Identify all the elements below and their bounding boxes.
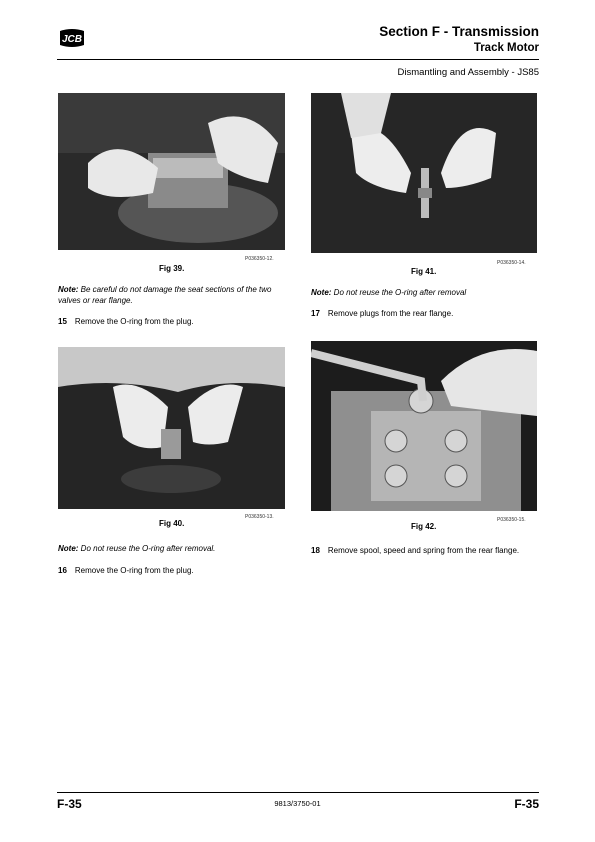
fig40-code: P036350-13.	[245, 514, 274, 520]
note-2-text: Do not reuse the O-ring after removal.	[78, 544, 216, 553]
document-reference: 9813/3750-01	[274, 799, 321, 808]
page-number-right: F-35	[514, 797, 539, 811]
fig40-caption: Fig 40.	[159, 519, 185, 528]
fig39-photo	[58, 93, 285, 250]
section-subtitle: Track Motor	[473, 42, 539, 54]
fig42-photo	[311, 341, 537, 511]
fig41-code: P036350-14.	[497, 260, 526, 266]
step-18	[311, 545, 539, 556]
fig42-code: P036350-15.	[497, 517, 526, 523]
page-number-left: F-35	[57, 797, 82, 811]
step-16	[58, 565, 286, 576]
step-15	[58, 316, 286, 327]
note-3-text: Do not reuse the O-ring after removal	[331, 288, 467, 297]
note-2	[58, 543, 286, 554]
section-title: Section F - Transmission	[379, 24, 539, 39]
step-18-text: Remove spool, speed and spring from the rear flange.	[327, 546, 520, 555]
svg-text:JCB: JCB	[61, 34, 83, 45]
step-17	[311, 308, 539, 319]
note-3-label: Note:	[311, 288, 332, 297]
fig41-caption: Fig 41.	[411, 267, 437, 276]
note-1	[58, 284, 286, 306]
note-2-label: Note:	[58, 544, 79, 553]
footer-rule	[57, 792, 539, 793]
step-16-text: Remove the O-ring from the plug.	[74, 566, 194, 575]
step-17-text: Remove plugs from the rear flange.	[327, 309, 454, 318]
fig39-caption: Fig 39.	[159, 264, 185, 273]
step-15-text: Remove the O-ring from the plug.	[74, 317, 194, 326]
fig39-code: P036350-12.	[245, 256, 274, 262]
fig42-caption: Fig 42.	[411, 522, 437, 531]
note-1-text: Be careful do not damage the seat sections of the two valves or rear flange.	[58, 285, 272, 305]
fig40-photo	[58, 347, 285, 509]
note-3	[311, 287, 539, 298]
step-17-number: 17	[311, 309, 320, 318]
fig41-photo	[311, 93, 537, 253]
jcb-logo	[57, 28, 87, 48]
header-rule	[57, 59, 539, 60]
note-1-label: Note:	[58, 285, 79, 294]
step-15-number: 15	[58, 317, 67, 326]
step-16-number: 16	[58, 566, 67, 575]
step-18-number: 18	[311, 546, 320, 555]
section-subheading: Dismantling and Assembly - JS85	[397, 67, 539, 78]
